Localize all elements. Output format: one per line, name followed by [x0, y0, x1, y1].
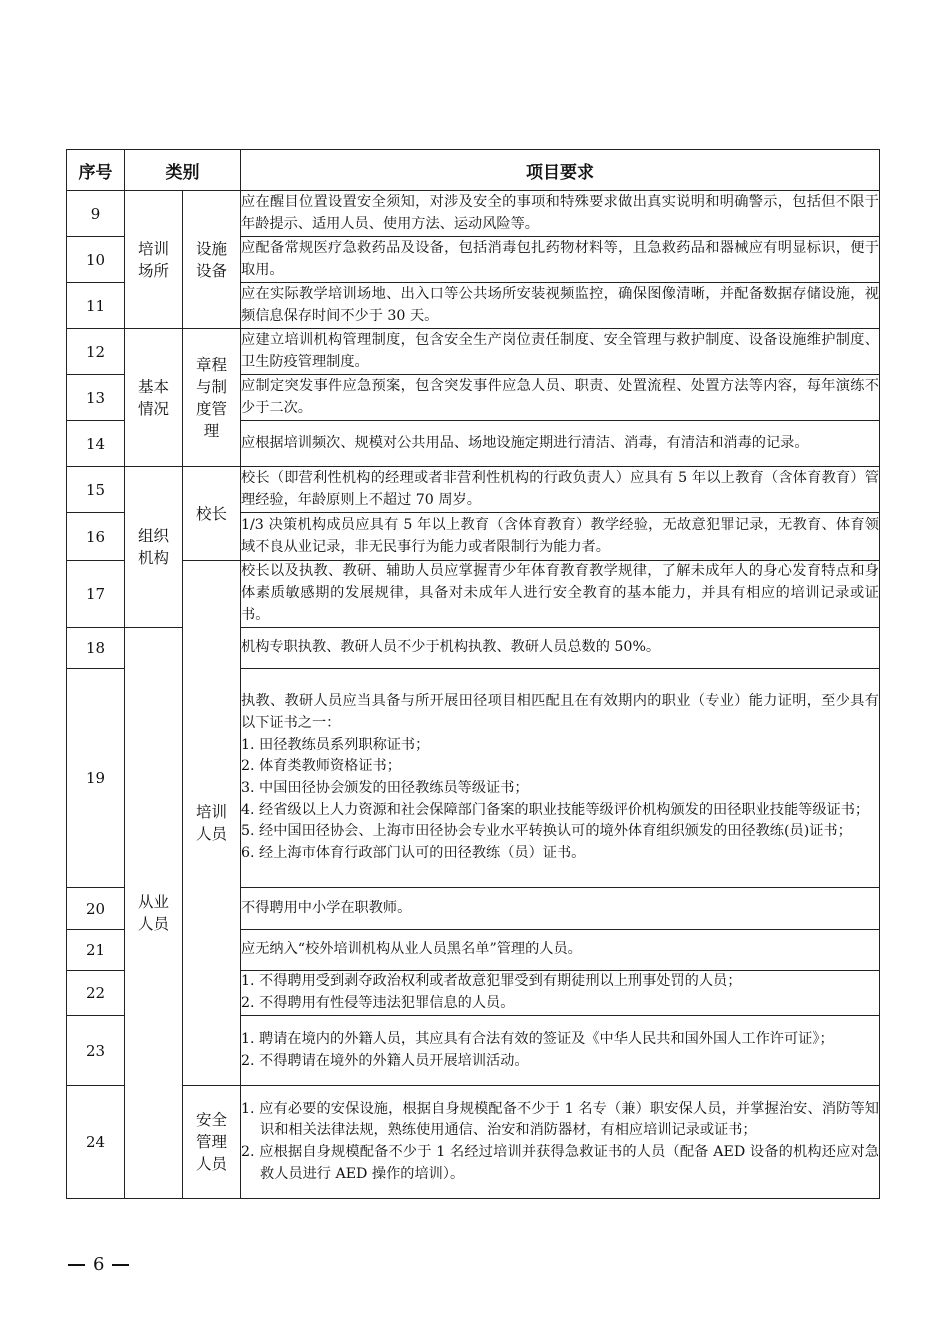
row-num: 14 [67, 421, 125, 467]
requirement-text: 应制定突发事件应急预案，包含突发事件应急人员、职责、处置流程、处置方法等内容，每年演练不少于二次。 [241, 377, 879, 416]
requirement-cell [241, 1086, 880, 1199]
subcategory-rules [183, 329, 241, 467]
row-num: 18 [67, 628, 125, 669]
row-num: 11 [67, 283, 125, 329]
requirement-text: 应在醒目位置设置安全须知，对涉及安全的事项和特殊要求做出真实说明和明确警示，包括但不限于年龄提示、适用人员、使用方法、运动风险等。 [241, 193, 879, 232]
page-footer [68, 1254, 129, 1275]
subcategory-trainers [183, 561, 241, 1086]
list-item: 4. 经省级以上人力资源和社会保障部门备案的职业技能等级评价机构颁发的田径职业技能等级证书； [241, 801, 870, 818]
footer-dash-right [112, 1264, 129, 1266]
requirement-cell [241, 237, 880, 283]
category-label: 培训场所 [137, 239, 169, 280]
row-num: 23 [67, 1016, 125, 1086]
requirement-cell [241, 421, 880, 467]
requirement-cell [241, 669, 880, 888]
requirement-cell [241, 283, 880, 329]
requirement-cell [241, 930, 880, 971]
category-org [125, 467, 183, 628]
row-num: 12 [67, 329, 125, 375]
footer-dash-left [68, 1264, 85, 1266]
subcategory-principal [183, 467, 241, 561]
requirement-text: 不得聘用中小学在职教师。 [241, 899, 412, 916]
list-item: 2. 体育类教师资格证书； [241, 758, 401, 775]
subcategory-label: 设施设备 [195, 239, 227, 280]
requirement-cell [241, 467, 880, 513]
subcategory-label: 校长 [195, 504, 227, 523]
requirement-cell [241, 191, 880, 237]
row-num: 17 [67, 561, 125, 628]
row-num: 15 [67, 467, 125, 513]
requirement-cell [241, 971, 880, 1016]
requirement-text: 应在实际教学培训场地、出入口等公共场所安装视频监控，确保图像清晰，并配备数据存储设施，视频信息保存时间不少于 30 天。 [241, 285, 879, 324]
row-num: 9 [67, 191, 125, 237]
requirement-text: 校长以及执教、教研、辅助人员应掌握青少年体育教育教学规律，了解未成年人的身心发育特点和身体素质敏感期的发展规律，具备对未成年人进行安全教育的基本能力，并具有相应的培训记录或证书。 [241, 563, 879, 623]
requirement-text: 应配备常规医疗急救药品及设备，包括消毒包扎药物材料等，且急救药品和器械应有明显标识，便于取用。 [241, 239, 879, 278]
table-row [67, 467, 880, 513]
row-num: 21 [67, 930, 125, 971]
list-item: 2. 应根据自身规模配备不少于 1 名经过培训并获得急救证书的人员（配备 AED 设备的机构还应对急救人员进行 AED 操作的培训）。 [241, 1144, 879, 1182]
requirement-cell [241, 329, 880, 375]
header-category: 类别 [125, 150, 241, 191]
requirement-cell [241, 375, 880, 421]
requirements-table [66, 149, 880, 1199]
row-num: 10 [67, 237, 125, 283]
requirement-text: 校长（即营利性机构的经理或者非营利性机构的行政负责人）应具有 5 年以上教育（含体育教育）管理经验，年龄原则上不超过 70 周岁。 [241, 469, 879, 508]
table-row [67, 329, 880, 375]
table-row [67, 191, 880, 237]
row-num: 20 [67, 888, 125, 930]
requirement-text: 应无纳入“校外培训机构从业人员黑名单”管理的人员。 [241, 941, 582, 958]
category-label: 基本情况 [137, 377, 169, 418]
list-item: 1. 不得聘用受到剥夺政治权利或者故意犯罪受到有期徒刑以上刑事处罚的人员； [241, 973, 742, 990]
row-num: 24 [67, 1086, 125, 1199]
requirement-text: 应根据培训频次、规模对公共用品、场地设施定期进行清洁、消毒，有清洁和消毒的记录。 [241, 434, 809, 451]
subcategory-label: 章程与制度管理 [195, 355, 227, 440]
requirement-text: 应建立培训机构管理制度，包含安全生产岗位责任制度、安全管理与救护制度、设备设施维护制度、卫生防疫管理制度。 [241, 331, 879, 370]
category-label: 组织机构 [137, 527, 169, 567]
subcategory-security [183, 1086, 241, 1199]
list-item: 2. 不得聘请在境外的外籍人员开展培训活动。 [241, 1052, 529, 1069]
list-item: 2. 不得聘用有性侵等违法犯罪信息的人员。 [241, 995, 515, 1011]
table-row [67, 561, 880, 628]
header-requirement: 项目要求 [241, 150, 880, 191]
list-item: 1. 应有必要的安保设施，根据自身规模配备不少于 1 名专（兼）职安保人员，并掌握治安、消防等知识和相关法律法规，熟练使用通信、治安和消防器材，有相应培训记录或证书； [241, 1100, 879, 1139]
header-row [67, 150, 880, 191]
list-item: 1. 田径教练员系列职称证书； [241, 736, 430, 753]
row-num: 13 [67, 375, 125, 421]
subcategory-facility [183, 191, 241, 329]
requirement-text: 机构专职执教、教研人员不少于机构执教、教研人员总数的 50%。 [241, 639, 661, 656]
row-num: 16 [67, 513, 125, 561]
page-number: 6 [93, 1254, 105, 1275]
header-num: 序号 [67, 150, 125, 191]
table-row [67, 1086, 880, 1199]
requirement-cell [241, 561, 880, 628]
requirement-text: 执教、教研人员应当具备与所开展田径项目相匹配且在有效期内的职业（专业）能力证明，至少具有以下证书之一： [241, 693, 879, 731]
row-num: 19 [67, 669, 125, 888]
list-item: 3. 中国田径协会颁发的田径教练员等级证书； [241, 780, 529, 796]
requirement-cell [241, 1016, 880, 1086]
requirement-cell [241, 628, 880, 669]
list-item: 1. 聘请在境内的外籍人员，其应具有合法有效的签证及《中华人民共和国外国人工作许可证》； [241, 1030, 834, 1047]
category-staff [125, 628, 183, 1199]
subcategory-label: 安全管理人员 [195, 1111, 227, 1173]
category-basic [125, 329, 183, 467]
category-site [125, 191, 183, 329]
row-num: 22 [67, 971, 125, 1016]
requirement-text: 1/3 决策机构成员应具有 5 年以上教育（含体育教育）教学经验，无故意犯罪记录，无教育、体育领域不良从业记录，非无民事行为能力或者限制行为能力者。 [241, 516, 879, 555]
category-label: 从业人员 [137, 893, 169, 933]
requirement-cell [241, 888, 880, 930]
subcategory-label: 培训人员 [195, 803, 227, 843]
list-item: 5. 经中国田径协会、上海市田径协会专业水平转换认可的境外体育组织颁发的田径教练(员)证书； [241, 823, 852, 840]
list-item: 6. 经上海市体育行政部门认可的田径教练（员）证书。 [241, 845, 586, 862]
requirement-cell [241, 513, 880, 561]
